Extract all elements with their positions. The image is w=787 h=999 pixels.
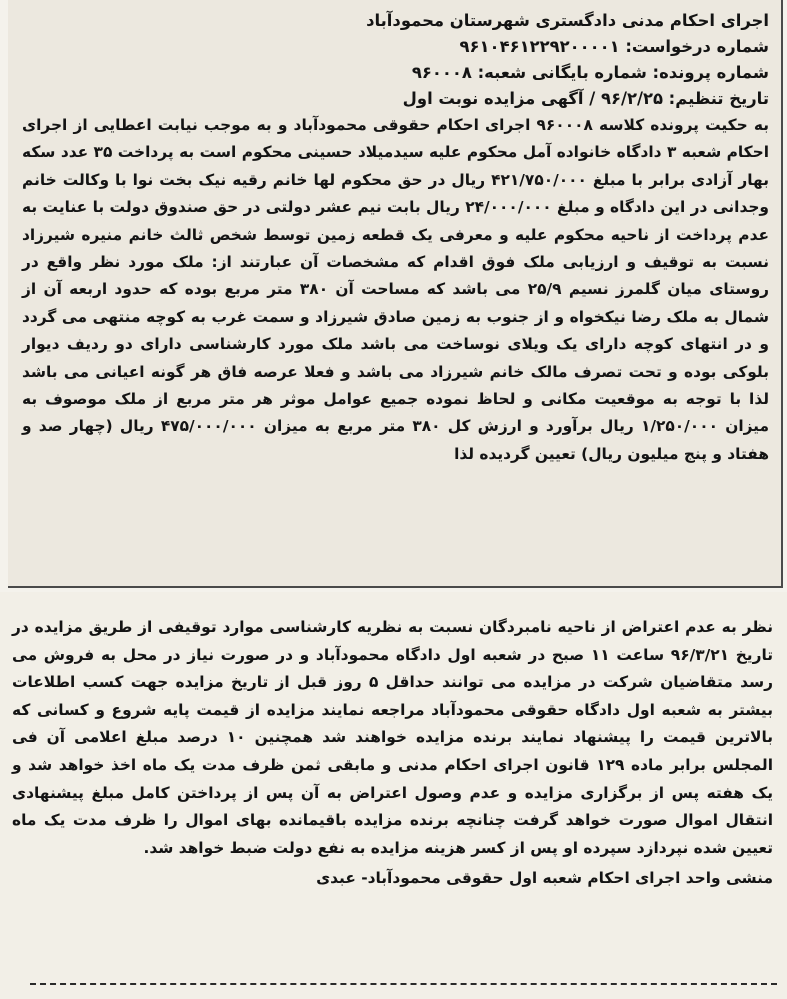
case-number: شماره پرونده: شماره بایگانی شعبه: ۹۶۰۰۰۸ [411,63,769,82]
notice-clipping-bottom [0,592,787,999]
notice-clipping-top [8,0,783,588]
notice-paragraph-1: به حکیت پرونده کلاسه ۹۶۰۰۰۸ اجرای احکام حقوقی محمودآباد و به موجب نیابت اعطایی از اجرای احکام شعبه ۳ دادگاه خانواده آمل محکوم علیه سیدمیلاد حسینی محکوم است به پرداخت ۳۵ عدد سکه بهار آزادی برابر با مبلغ ۴۲۱/۷۵۰/۰۰۰ ریال در حق محکوم لها خانم رقیه نیک بخت نوا با وکالت خانم وجدانی در این دادگاه و مبلغ ۲۴/۰۰۰/۰۰۰ ریال بابت نیم عشر دولتی در حق صندوق دولت با عنایت به عدم پرداخت از ناحیه محکوم علیه و معرفی یک قطعه زمین توسط شخص ثالث خانم منیره شیرزاد نسبت به توقیف و ارزیابی ملک فوق اقدام که مشخصات آن عبارتند از: ملک مورد نظر واقع در روستای میان گلمرز نسیم ۲۵/۹ می باشد که مساحت آن ۳۸۰ متر مربع بوده که حدود اربعه آن از شمال به ملک رضا نیکخواه و از جنوب به زمین صادق شیرزاد و سمت غرب به کوچه منتهی می گردد و در انتهای کوچه دارای یک ویلای نوساخت می باشد ملک مورد کارشناسی دارای دو ردیف دیوار بلوکی بوده و تحت تصرف مالک خانم شیرزاد می باشد و فعلا عرصه فاق هر گونه اعیانی می باشد لذا با توجه به موقعیت مکانی و لحاظ نموده جمیع عوامل موثر هر متر مربع از ملک موصوف به میزان ۱/۲۵۰/۰۰۰ ریال برآورد و ارزش کل ۳۸۰ متر مربع به میزان ۴۷۵/۰۰۰/۰۰۰ ریال (چهار صد و هفتاد و پنج میلیون ریال) تعیین گردیده لذا [22,116,769,463]
notice-paragraph-2: نظر به عدم اعتراض از ناحیه نامبردگان نسبت به نظریه کارشناسی موارد توقیفی از طریق مزایده در تاریخ ۹۶/۳/۲۱ ساعت ۱۱ صبح در شعبه اول دادگاه محمودآباد و در صورت نیاز در محل به فروش می رسد متقاضیان شرکت در مزایده می توانند حداقل ۵ روز قبل از تاریخ مزایده جهت کسب اطلاعات بیشتر به شعبه اول دادگاه حقوقی محمودآباد مراجعه نمایند مزایده از قیمت پایه شروع و کسانی که بالاترین قیمت را پیشنهاد نمایند برنده مزایده خواهند شد همچنین ۱۰ درصد مبلغ اعلامی آن فی المجلس برابر ماده ۱۲۹ قانون اجرای احکام مدنی و مابقی ثمن ظرف مدت یک ماه اخذ خواهد شد و یک هفته پس از برگزاری مزایده و عدم وصول اعتراض به آن پس از پرداختن کامل مبلغ پیشنهادی انتقال اموال صورت خواهد گرفت چنانچه برنده مزایده باقیمانده بهای اموال را ظرف مدت یک ماه تعیین شده نپردازد سپرده او پس از کسر هزینه مزایده به نفع دولت ضبط خواهد شد. [12,618,774,857]
bottom-dashed-rule [30,983,777,985]
court-name: اجرای احکام مدنی دادگستری شهرستان محمودآباد [366,11,769,30]
signature-line: منشی واحد اجرای احکام شعبه اول حقوقی محمودآباد- عبدی [316,869,773,888]
notice-date-title: تاریخ تنظیم: ۹۶/۲/۲۵ / آگهی مزایده نوبت اول [402,89,769,108]
request-number: شماره درخواست: ۹۶۱۰۴۶۱۲۲۹۲۰۰۰۰۱ [459,37,769,56]
